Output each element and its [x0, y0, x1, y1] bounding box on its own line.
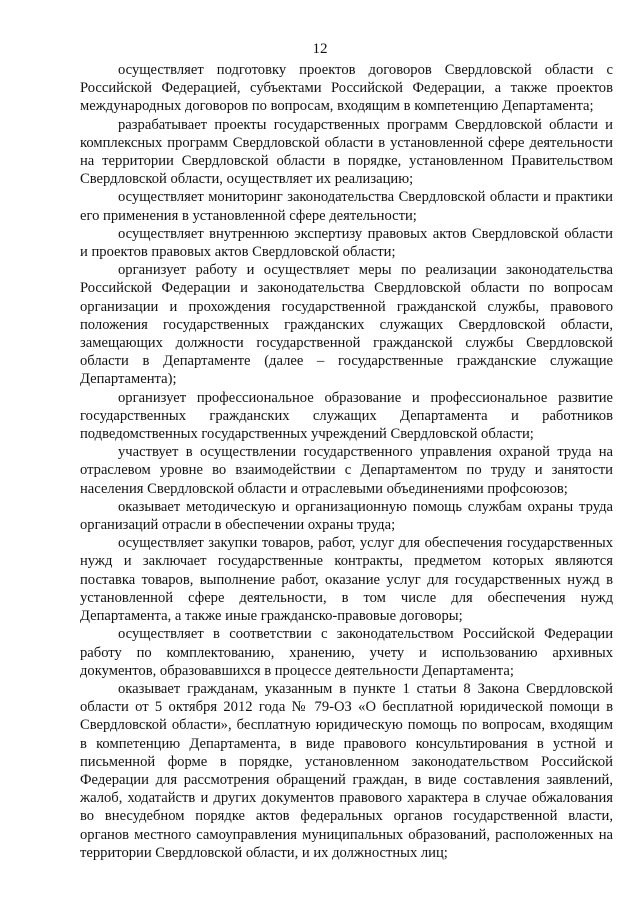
page-number: 12	[312, 41, 328, 57]
paragraph: разрабатывает проекты государственных программ Свердловской области и комплексных программ Свердловской области в установленной сфере деятельности на территории Свердловской области в порядке, установленном Правительством Свердловской области, осуществляет их реализацию;	[80, 116, 613, 188]
document-body	[80, 61, 613, 862]
paragraph: оказывает гражданам, указанным в пункте 1 статьи 8 Закона Свердловской области от 5 октября 2012 года № 79-ОЗ «О бесплатной юридической помощи в Свердловской области», бесплатную юридическую помощь по вопросам, входящим в компетенцию Департамента, в виде правового консультирования в устной и письменной форме в порядке, установленном законодательством Российской Федерации для рассмотрения обращений граждан, в виде составления заявлений, жалоб, ходатайств и других документов правового характера в случае обжалования во внесудебном порядке актов федеральных органов государственной власти, органов местного самоуправления муниципальных образований, расположенных на территории Свердловской области, и их должностных лиц;	[80, 680, 613, 861]
paragraph: осуществляет мониторинг законодательства Свердловской области и практики его применения в установленной сфере деятельности;	[80, 189, 613, 224]
paragraph: осуществляет закупки товаров, работ, услуг для обеспечения государственных нужд и заключает государственные контракты, предметом которых являются поставка товаров, выполнение работ, оказание услуг для государственных нужд в установленной сфере деятельности, в том числе для обеспечения нужд Департамента, а также иные гражданско-правовые договоры;	[80, 535, 613, 625]
paragraph: участвует в осуществлении государственного управления охраной труда на отраслевом уровне во взаимодействии с Департаментом по труду и занятости населения Свердловской области и отраслевыми объединениями профсоюзов;	[80, 444, 613, 497]
paragraph: организует профессиональное образование и профессиональное развитие государственных гражданских служащих Департамента и работников подведомственных государственных учреждений Свердловской области;	[80, 389, 613, 443]
paragraph: организует работу и осуществляет меры по реализации законодательства Российской Федерации и законодательства Свердловской области по вопросам организации и прохождения государственной гражданской службы, правового положения государственных гражданских служащих Свердловской области, замещающих должности государственной гражданской службы Свердловской области в Департаменте (далее – государственные гражданские служащие Департамента);	[80, 262, 613, 388]
paragraph: осуществляет внутреннюю экспертизу правовых актов Свердловской области и проектов правовых актов Свердловской области;	[80, 225, 613, 261]
paragraph: осуществляет подготовку проектов договоров Свердловской области с Российской Федерацией, субъектами Российской Федерации, а также проектов международных договоров по вопросам, входящим в компетенцию Департамента;	[80, 62, 613, 115]
paragraph: оказывает методическую и организационную помощь службам охраны труда организаций отрасли в обеспечении охраны труда;	[80, 498, 613, 534]
paragraph: осуществляет в соответствии с законодательством Российской Федерации работу по комплектованию, хранению, учету и использованию архивных документов, образовавшихся в процессе деятельности Департамента;	[80, 626, 613, 679]
